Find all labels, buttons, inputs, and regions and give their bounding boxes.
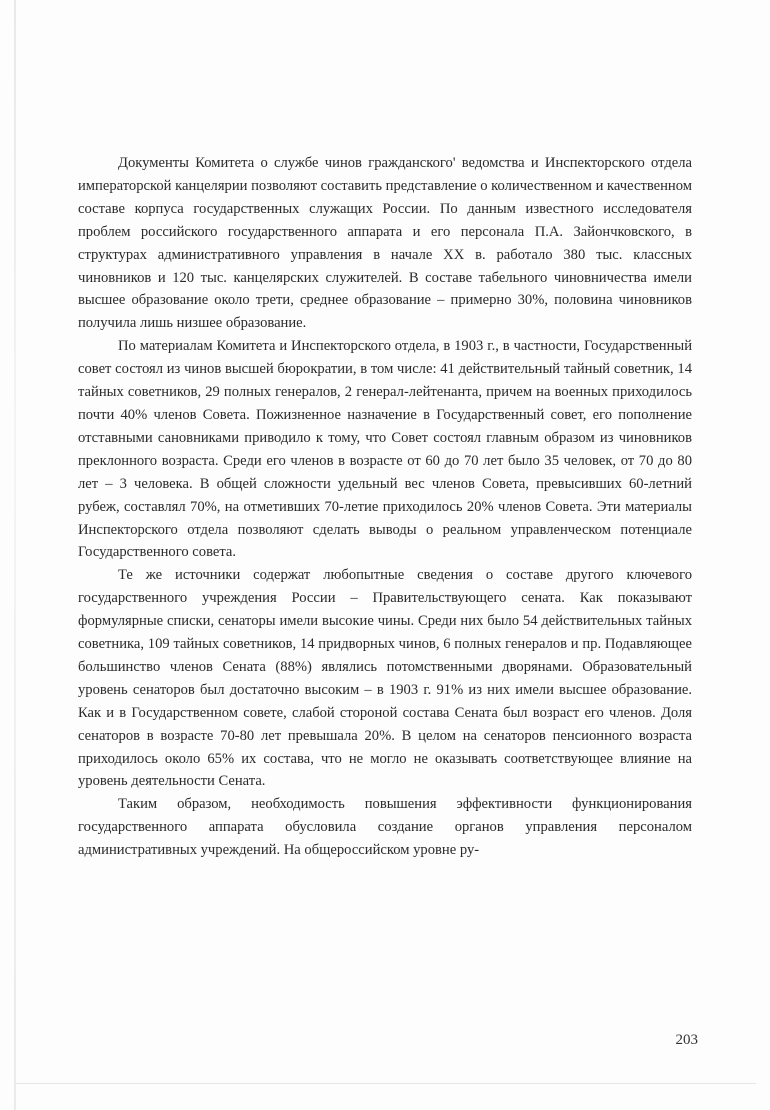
paragraph-1: Документы Комитета о службе чинов гражданского' ведомства и Инспекторского отдела императорской канцелярии позволяют составить представление о количественном и качественном составе корпуса государственных служащих России. По данным известного исследователя проблем российского государственного аппарата и его персонала П.А. Зайончковского, в структурах административного управления в начале XX в. работало 380 тыс. классных чиновников и 120 тыс. канцелярских служителей. В составе табельного чиновничества имели высшее образование около трети, среднее образование – примерно 30%, половина чиновников получила лишь низшее образование.: [78, 155, 692, 332]
paragraph-3: Те же источники содержат любопытные сведения о составе другого ключевого государственного учреждения России – Правительствующего сената. Как показывают формулярные списки, сенаторы имели высокие чины. Среди них было 54 действительных тайных советника, 109 тайных советников, 14 придворных чинов, 6 полных генералов и пр. Подавляющее большинство членов Сената (88%) являлись потомственными дворянами. Образовательный уровень сенаторов был достаточно высоким – в 1903 г. 91% из них имели высшее образование. Как и в Государственном совете, слабой стороной состава Сената был возраст его членов. Доля сенаторов в возрасте 70-80 лет превышала 20%. В целом на сенаторов пенсионного возраста приходилось около 65% их состава, что не могло не оказывать соответствующее влияние на уровень деятельности Сената.: [78, 567, 692, 790]
paragraph-2: По материалам Комитета и Инспекторского отдела, в 1903 г., в частности, Государственный совет состоял из чинов высшей бюрократии, в том числе: 41 действительный тайный советник, 14 тайных советников, 29 полных генералов, 2 генерал-лейтенанта, причем на военных приходилось почти 40% членов Совета. Пожизненное назначение в Государственный совет, его пополнение отставными сановниками приводило к тому, что Совет состоял главным образом из чиновников преклонного возраста. Среди его членов в возрасте от 60 до 70 лет было 35 человек, от 70 до 80 лет – 3 человека. В общей сложности удельный вес членов Совета, превысивших 60-летний рубеж, составлял 70%, на отметивших 70-летие приходилось 20% членов Совета. Эти материалы Инспекторского отдела позволяют сделать выводы о реальном управленческом потенциале Государственного совета.: [78, 338, 692, 561]
page-number: 203: [675, 1032, 698, 1048]
scan-bottom-line: [16, 1083, 756, 1084]
paragraph-4: Таким образом, необходимость повышения эффективности функционирования государственного аппарата обусловила создание органов управления персоналом административных учреждений. На общероссийском уровне ру-: [78, 796, 692, 859]
body-text: [78, 152, 692, 862]
scan-edge-shadow: [14, 0, 16, 1110]
